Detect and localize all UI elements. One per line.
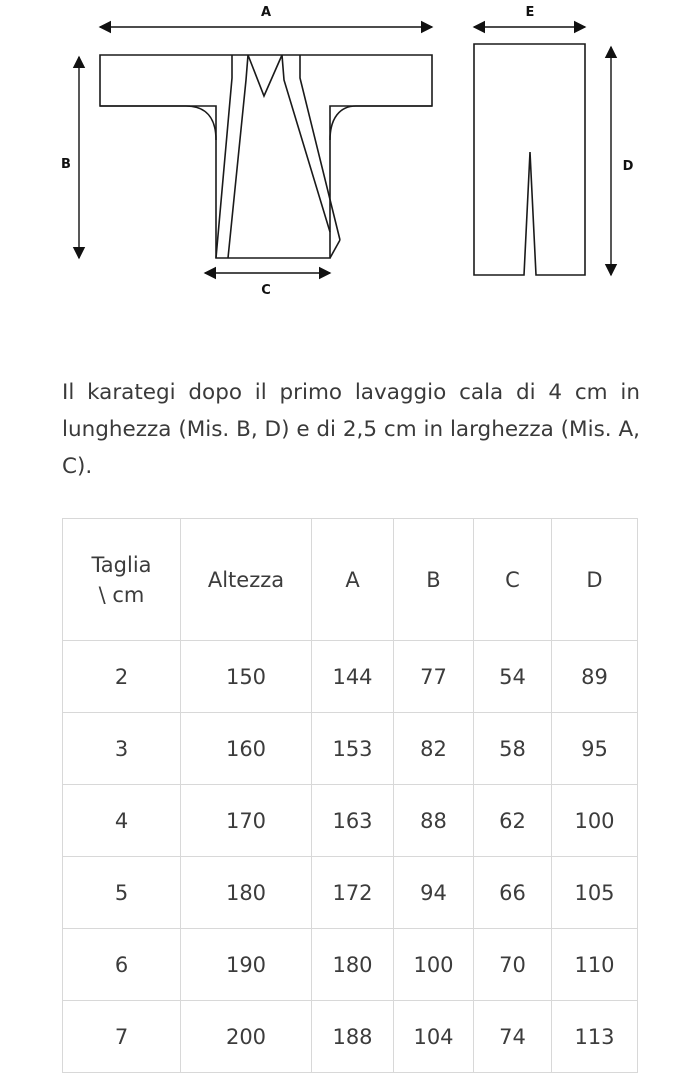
cell-altezza: 150 <box>181 641 312 713</box>
measurement-diagram <box>0 0 699 320</box>
size-table <box>62 518 638 1073</box>
header-d: D <box>552 519 638 641</box>
dimension-a-label: A <box>260 5 272 20</box>
cell-d: 100 <box>552 785 638 857</box>
cell-taglia: 2 <box>63 641 181 713</box>
table-row <box>63 857 638 929</box>
cell-altezza: 190 <box>181 929 312 1001</box>
cell-c: 74 <box>474 1001 552 1073</box>
cell-a: 188 <box>312 1001 394 1073</box>
header-b: B <box>394 519 474 641</box>
jacket-drawing <box>100 55 432 258</box>
cell-b: 100 <box>394 929 474 1001</box>
dimension-a <box>100 5 432 27</box>
size-table-header <box>63 519 638 641</box>
dimension-e-label: E <box>525 5 535 20</box>
cell-altezza: 170 <box>181 785 312 857</box>
cell-c: 62 <box>474 785 552 857</box>
cell-b: 82 <box>394 713 474 785</box>
header-taglia <box>63 519 181 641</box>
cell-d: 95 <box>552 713 638 785</box>
trousers-drawing <box>474 44 585 275</box>
table-row <box>63 929 638 1001</box>
dimension-b-label: B <box>61 157 71 172</box>
dimension-b <box>61 57 79 258</box>
dimension-c-label: C <box>261 283 271 298</box>
header-c: C <box>474 519 552 641</box>
table-row <box>63 713 638 785</box>
header-taglia-line1: Taglia <box>91 552 152 577</box>
cell-c: 70 <box>474 929 552 1001</box>
cell-d: 105 <box>552 857 638 929</box>
dimension-e <box>474 5 585 27</box>
cell-b: 94 <box>394 857 474 929</box>
cell-d: 89 <box>552 641 638 713</box>
cell-taglia: 3 <box>63 713 181 785</box>
table-row <box>63 641 638 713</box>
cell-a: 144 <box>312 641 394 713</box>
cell-a: 163 <box>312 785 394 857</box>
size-table-container <box>62 518 637 1073</box>
cell-taglia: 6 <box>63 929 181 1001</box>
size-table-body <box>63 641 638 1073</box>
cell-c: 58 <box>474 713 552 785</box>
table-header-row <box>63 519 638 641</box>
dimension-d-label: D <box>622 159 634 174</box>
cell-d: 110 <box>552 929 638 1001</box>
header-taglia-line2: \ cm <box>98 582 145 607</box>
cell-b: 77 <box>394 641 474 713</box>
diagram-svg <box>0 0 699 320</box>
cell-c: 66 <box>474 857 552 929</box>
header-a: A <box>312 519 394 641</box>
header-altezza: Altezza <box>181 519 312 641</box>
cell-a: 172 <box>312 857 394 929</box>
cell-d: 113 <box>552 1001 638 1073</box>
table-row <box>63 1001 638 1073</box>
cell-a: 180 <box>312 929 394 1001</box>
cell-taglia: 7 <box>63 1001 181 1073</box>
cell-c: 54 <box>474 641 552 713</box>
cell-altezza: 180 <box>181 857 312 929</box>
cell-taglia: 5 <box>63 857 181 929</box>
dimension-d <box>611 47 634 275</box>
cell-b: 104 <box>394 1001 474 1073</box>
cell-altezza: 200 <box>181 1001 312 1073</box>
cell-altezza: 160 <box>181 713 312 785</box>
shrinkage-note: Il karategi dopo il primo lavaggio cala di 4 cm in lunghezza (Mis. B, D) e di 2,5 cm in larghezza (Mis. A, C). <box>62 379 640 479</box>
table-row <box>63 785 638 857</box>
cell-a: 153 <box>312 713 394 785</box>
cell-b: 88 <box>394 785 474 857</box>
cell-taglia: 4 <box>63 785 181 857</box>
dimension-c <box>205 273 330 298</box>
